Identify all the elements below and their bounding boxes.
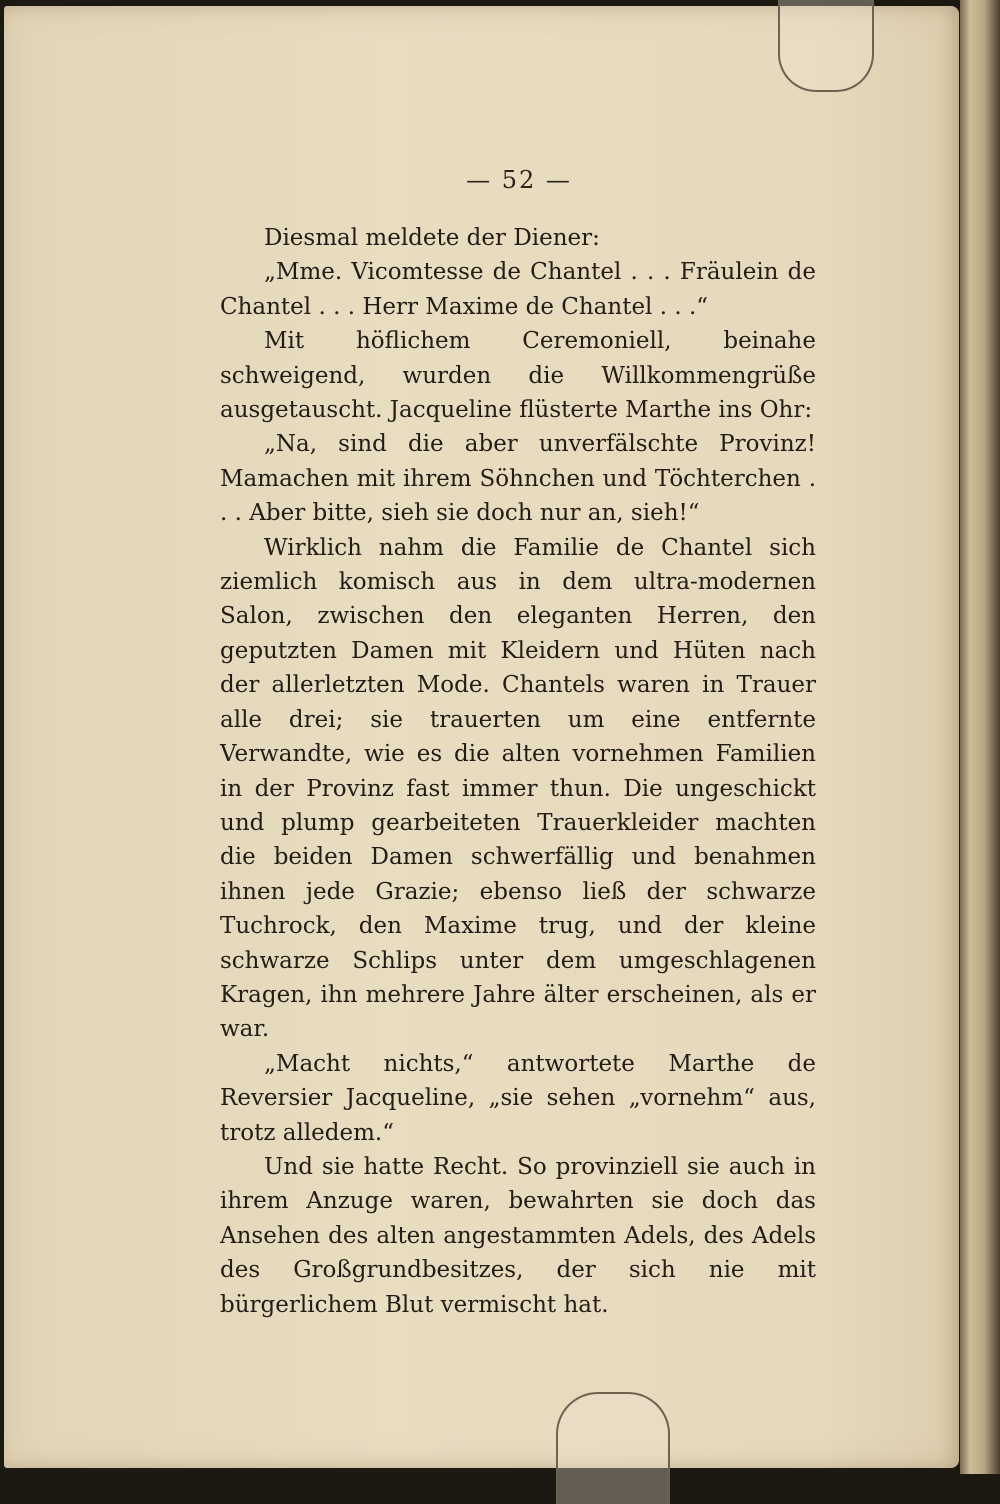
page-clip-bottom (556, 1392, 670, 1504)
page-number: — 52 — (466, 166, 572, 194)
paragraph: Wirklich nahm die Familie de Chantel sich ziemlich komisch aus in dem ultra-modernen Salon, zwischen den eleganten Herren, den geputzten Damen mit Kleidern und Hüten nach der allerletzten Mode. Chantels waren in Trauer alle drei; sie trauerten um eine entfernte Verwandte, wie es die alten vornehmen Familien in der Provinz fast immer thun. Die ungeschickt und plump gearbeiteten Trauerkleider machten die beiden Damen schwerfällig und benahmen ihnen jede Grazie; ebenso ließ der schwarze Tuchrock, den Maxime trug, und der kleine schwarze Schlips unter dem umgeschlagenen Kragen, ihn mehrere Jahre älter erscheinen, als er war. (220, 534, 816, 1043)
page-clip-top (778, 0, 874, 92)
paragraph: Diesmal meldete der Diener: (264, 225, 600, 251)
paragraph: Und sie hatte Recht. So provinziell sie auch in ihrem Anzuge waren, bewahrten sie doch das Ansehen des alten angestammten Adels, des Adels des Großgrundbesitzes, der sich nie mit bürgerlichem Blut vermischt hat. (220, 1153, 816, 1318)
book-page (4, 6, 959, 1468)
paragraph: Mit höflichem Ceremoniell, beinahe schweigend, wurden die Willkommengrüße ausgetauscht. Jacqueline flüsterte Marthe ins Ohr: (220, 328, 816, 424)
body-text (220, 221, 816, 1322)
paragraph: „Macht nichts,“ antwortete Marthe de Reversier Jacqueline, „sie sehen „vornehm“ aus, trotz alledem.“ (220, 1050, 816, 1146)
paragraph: „Na, sind die aber unverfälschte Provinz! Mamachen mit ihrem Söhnchen und Töchterchen . . . Aber bitte, sieh sie doch nur an, sieh!“ (220, 431, 816, 527)
book-edge (960, 0, 1000, 1474)
paragraph: „Mme. Vicomtesse de Chantel . . . Fräulein de Chantel . . . Herr Maxime de Chantel . . .“ (220, 259, 816, 320)
